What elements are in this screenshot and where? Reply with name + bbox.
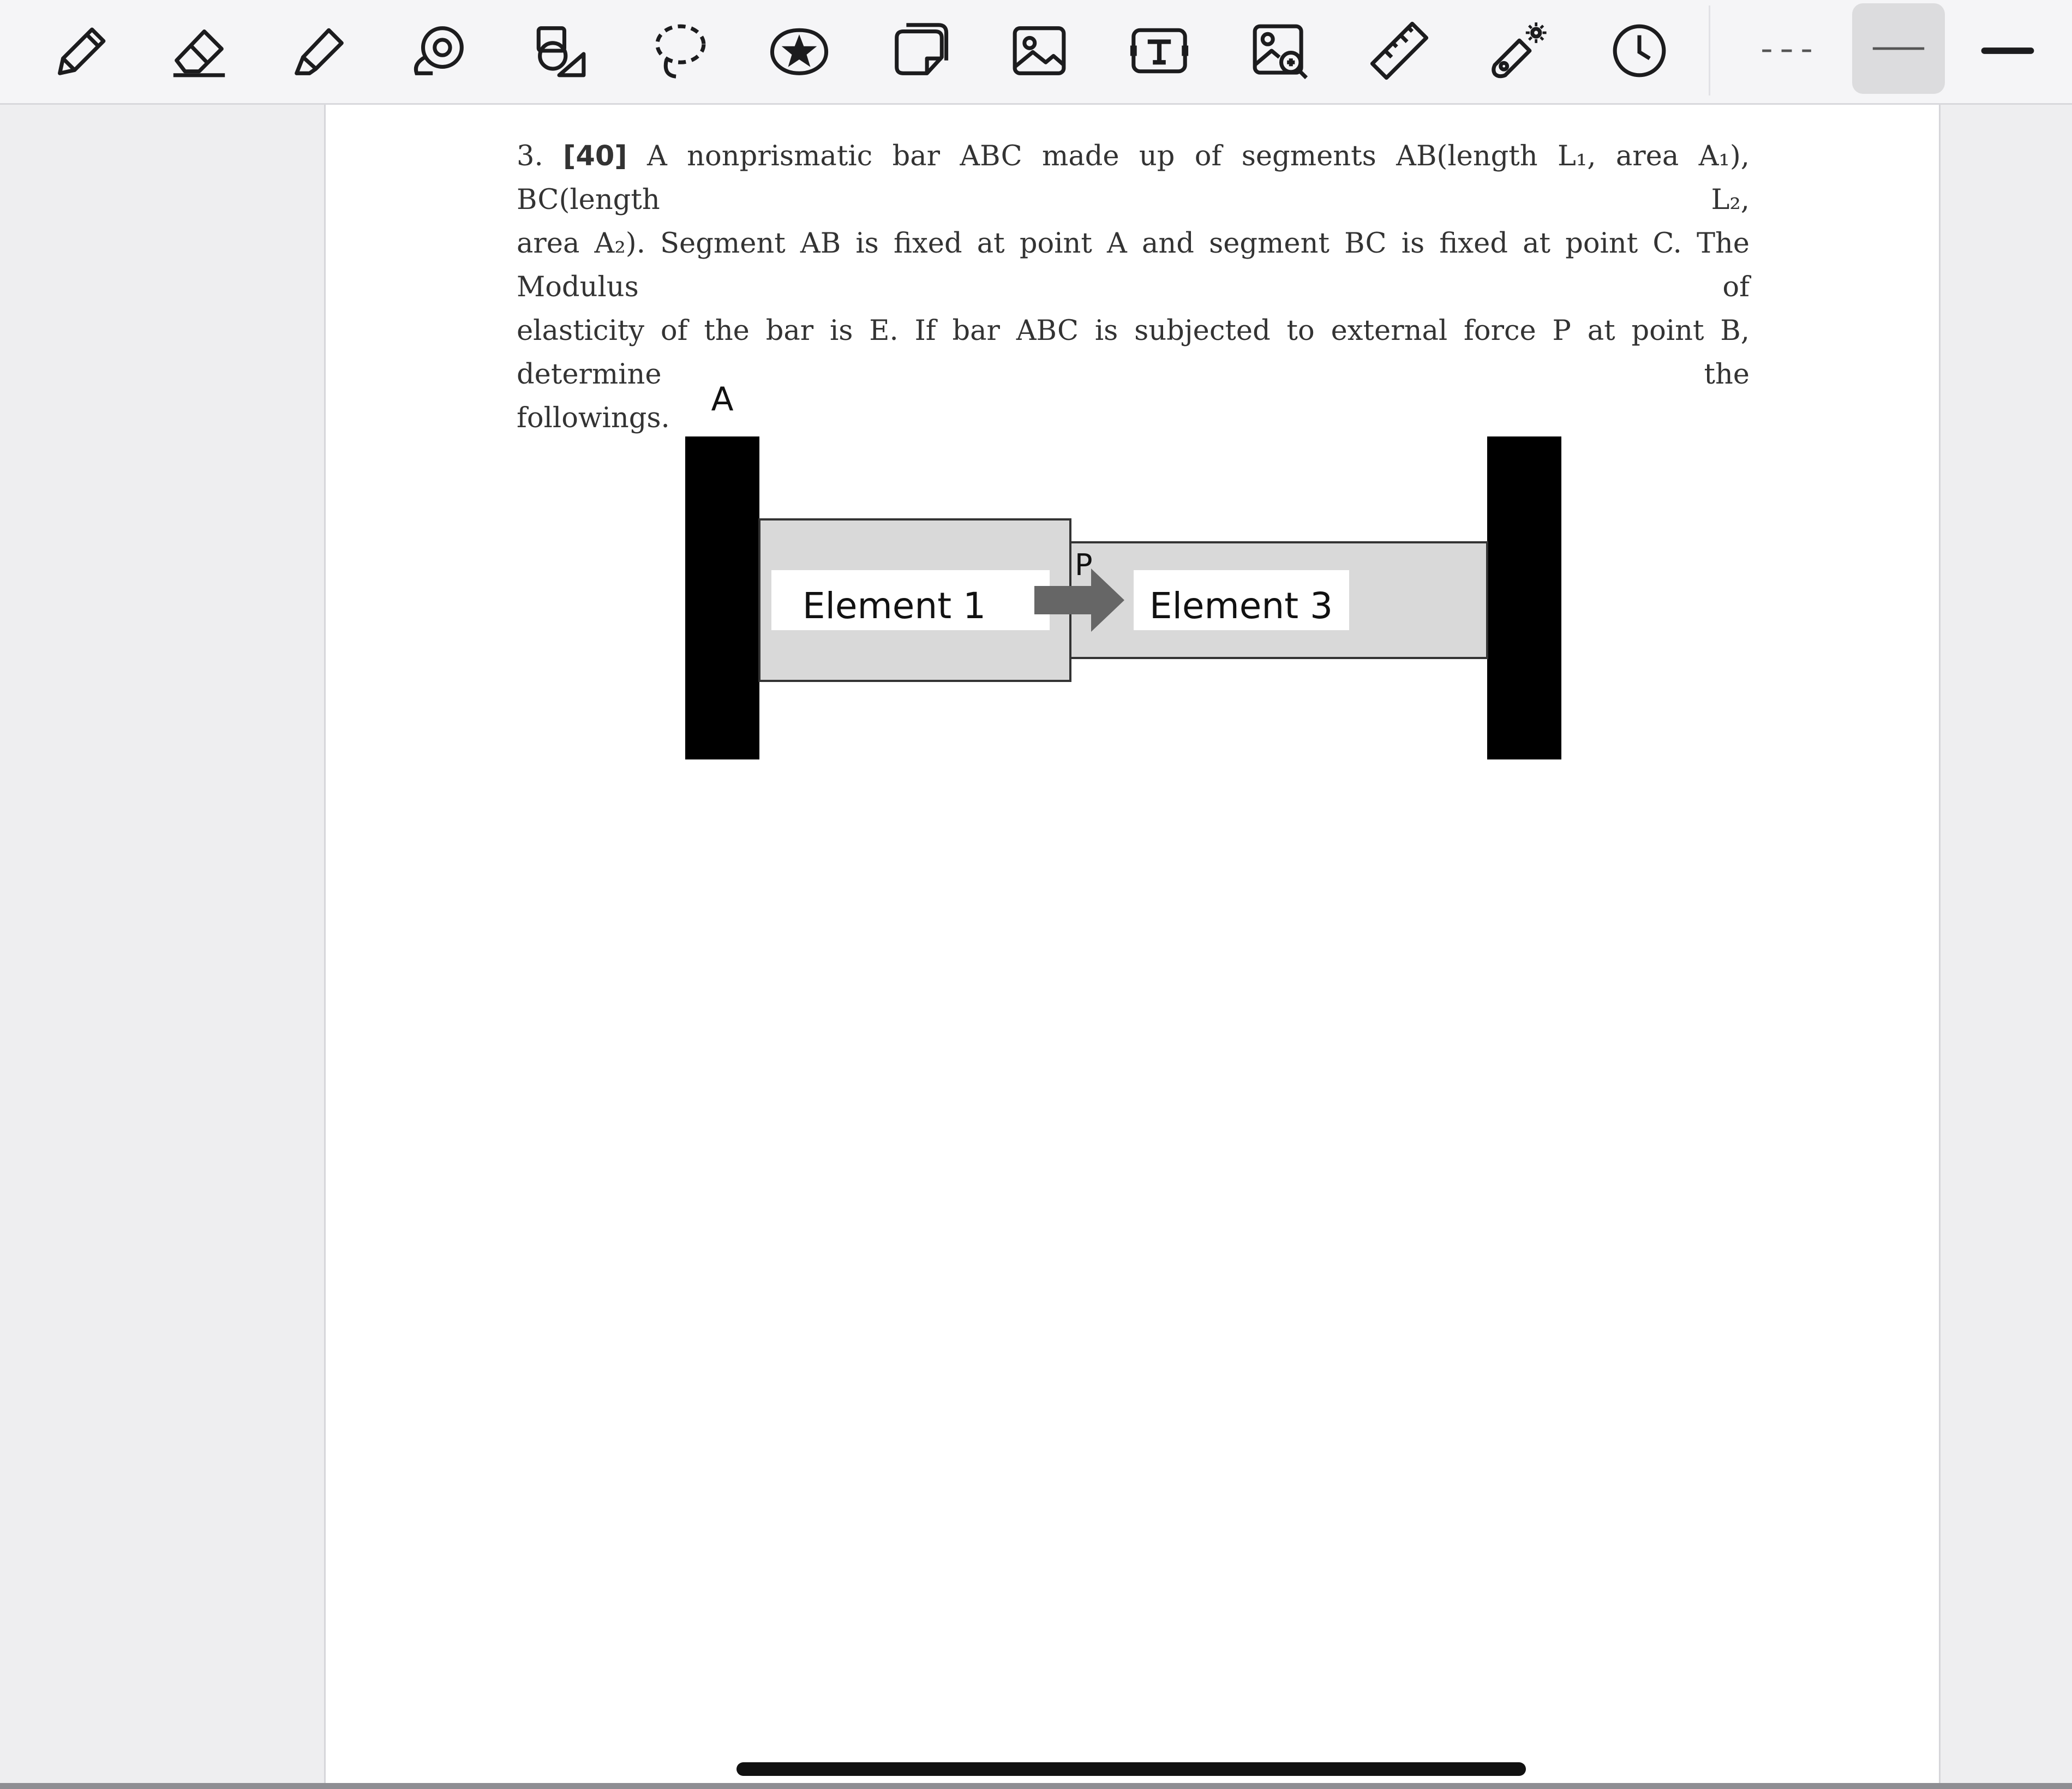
annotation-toolbar [0, 0, 2072, 105]
element3-label: Element 3 [1149, 585, 1333, 627]
lasso-shape-icon[interactable] [398, 10, 480, 92]
sticky-note-icon[interactable] [878, 10, 960, 92]
thin-line-icon[interactable] [1852, 3, 1945, 94]
intro-line-3: elasticity of the bar is E. If bar ABC is subjected to external force P at point B, determine the [517, 315, 1750, 391]
problem-number: 3. [517, 140, 543, 172]
wall-c [1487, 436, 1561, 759]
force-p-label: P [1075, 548, 1093, 582]
bar-figure [326, 105, 1635, 759]
toolbar-divider [1709, 5, 1710, 95]
pen-tool-icon[interactable] [38, 10, 120, 92]
bottom-edge [0, 1783, 2072, 1789]
lasso-select-icon[interactable] [638, 10, 720, 92]
wall-a [685, 436, 759, 759]
highlighter-tool-icon[interactable] [278, 10, 360, 92]
ruler-icon[interactable] [1358, 10, 1440, 92]
label-a: A [711, 380, 734, 418]
document-page[interactable] [324, 105, 1941, 1785]
laser-pointer-icon[interactable] [1478, 10, 1560, 92]
intro-text-1: A nonprismatic bar ABC made up of segments AB(length L₁, area A₁), BC(length L₂, [517, 140, 1750, 216]
text-tool-icon[interactable] [1118, 10, 1200, 92]
eraser-tool-icon[interactable] [158, 10, 240, 92]
home-indicator[interactable] [736, 1762, 1526, 1776]
intro-line-4: followings. [517, 402, 670, 434]
sticker-icon[interactable] [758, 10, 840, 92]
thick-line-icon[interactable] [1967, 10, 2049, 92]
image-icon[interactable] [998, 10, 1080, 92]
problem-points: [40] [563, 140, 627, 172]
element1-label: Element 1 [802, 585, 986, 627]
image-search-icon[interactable] [1238, 10, 1320, 92]
clock-icon[interactable] [1598, 10, 1680, 92]
dashed-line-icon[interactable] [1746, 10, 1828, 92]
intro-line-2: area A₂). Segment AB is fixed at point A and segment BC is fixed at point C. The Modulus of [517, 228, 1750, 303]
shapes-tool-icon[interactable] [518, 10, 600, 92]
